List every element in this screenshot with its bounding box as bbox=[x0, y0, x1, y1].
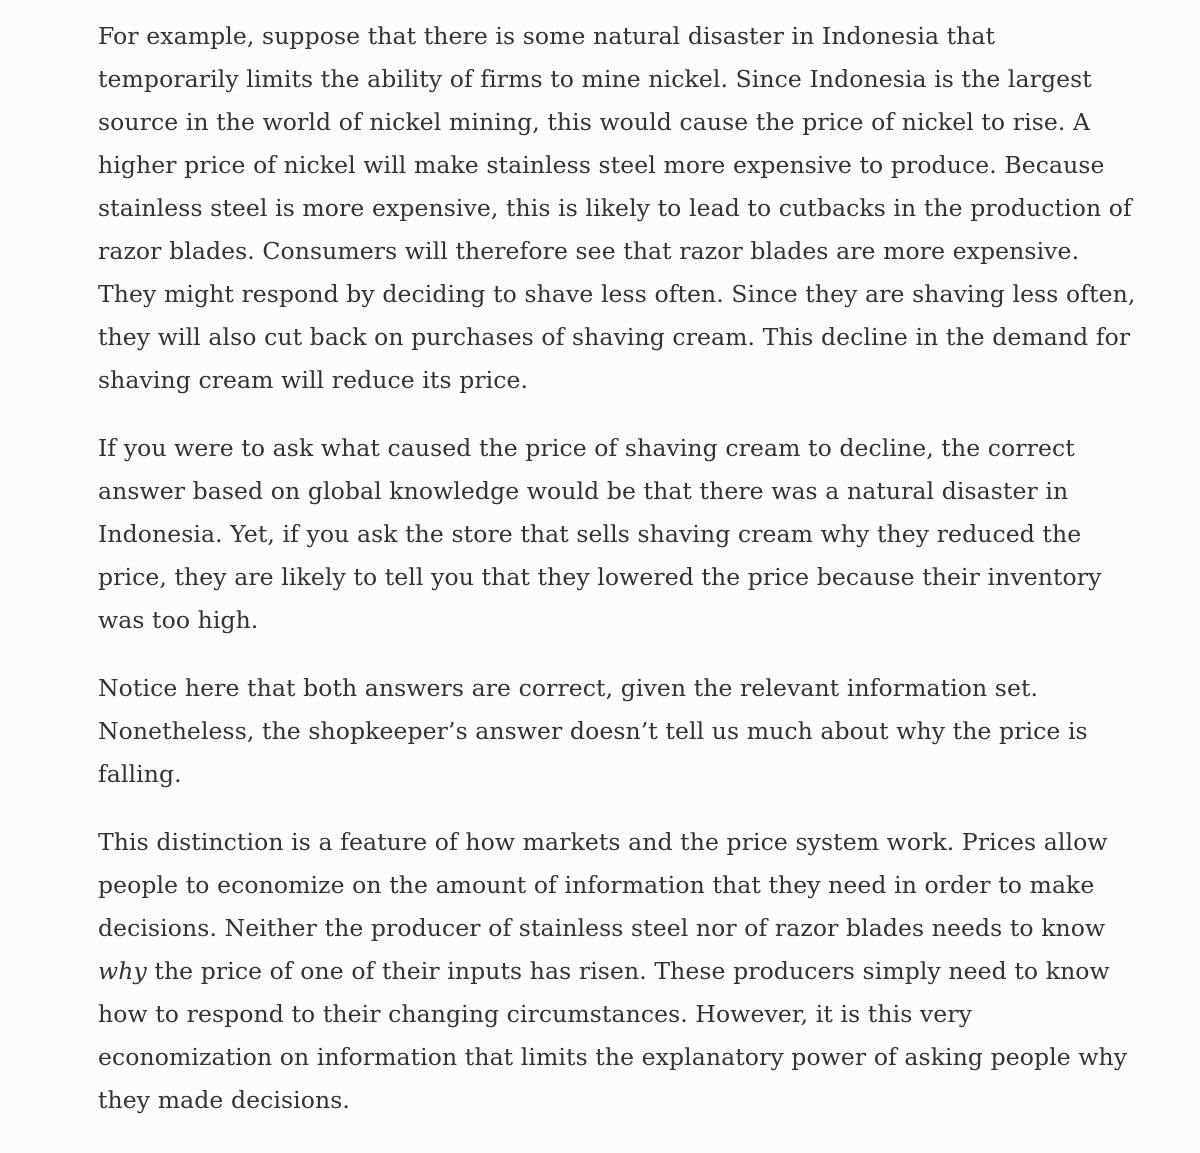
paragraph-price-system bbox=[98, 821, 1138, 1122]
paragraph-price-system-end: the price of one of their inputs has risen. These producers simply need to know how to respond to their changing circumstances. However, it is this very economization on information that limits the explanatory power of asking people why they made decisions. bbox=[98, 957, 1128, 1114]
paragraph-nickel-example: For example, suppose that there is some natural disaster in Indonesia that temporarily limits the ability of firms to mine nickel. Since Indonesia is the largest source in the world of nickel mining, this would cause the price of nickel to rise. A higher price of nickel will make stainless steel more expensive to produce. Because stainless steel is more expensive, this is likely to lead to cutbacks in the production of razor blades. Consumers will therefore see that razor blades are more expensive. They might respond by deciding to shave less often. Since they are shaving less often, they will also cut back on purchases of shaving cream. This decline in the demand for shaving cream will reduce its price. bbox=[98, 22, 1136, 394]
article-body bbox=[98, 15, 1138, 1147]
emphasis-why: why bbox=[98, 957, 147, 985]
paragraph-both-answers-correct: Notice here that both answers are correct, given the relevant information set. Nonetheless, the shopkeeper’s answer doesn’t tell us much about why the price is falling. bbox=[98, 674, 1088, 788]
paragraph-price-system-start: This distinction is a feature of how markets and the price system work. Prices allow people to economize on the amount of information that they need in order to make decisions. Neither the producer of stainless steel nor of razor blades needs to know bbox=[98, 828, 1108, 942]
paragraph-shaving-cream-question: If you were to ask what caused the price of shaving cream to decline, the correct answer based on global knowledge would be that there was a natural disaster in Indonesia. Yet, if you ask the store that sells shaving cream why they reduced the price, they are likely to tell you that they lowered the price because their inventory was too high. bbox=[98, 434, 1102, 634]
